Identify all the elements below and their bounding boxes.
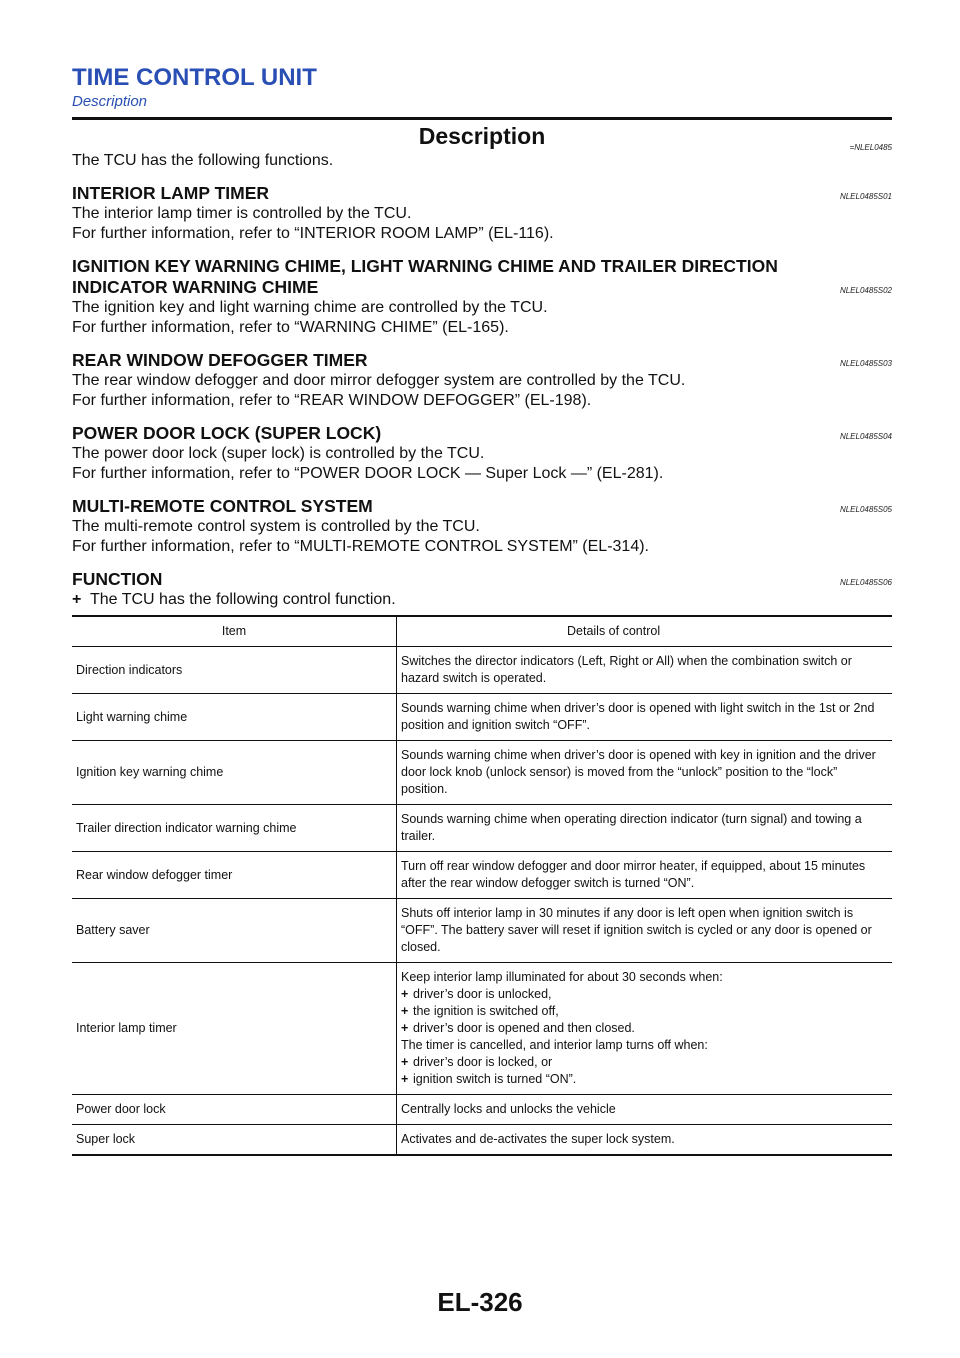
details-cell — [397, 899, 893, 963]
detail-line — [401, 747, 884, 798]
details-cell — [397, 694, 893, 741]
detail-line — [401, 858, 884, 892]
item-cell: Ignition key warning chime — [72, 741, 397, 805]
subsection-heading-row — [72, 256, 892, 298]
subsection — [72, 183, 892, 244]
subsection-heading-row — [72, 350, 892, 371]
detail-text: Activates and de-activates the super lock system. — [401, 1132, 675, 1146]
detail-line — [401, 905, 884, 956]
subsection-heading-row — [72, 423, 892, 444]
details-cell — [397, 741, 893, 805]
details-cell — [397, 963, 893, 1095]
subsection-heading: MULTI-REMOTE CONTROL SYSTEM — [72, 496, 373, 516]
item-cell: Trailer direction indicator warning chime — [72, 805, 397, 852]
control-function-table — [72, 615, 892, 1156]
detail-line — [401, 1131, 884, 1148]
subsection-text: The interior lamp timer is controlled by the TCU. — [72, 205, 412, 222]
running-title: TIME CONTROL UNIT — [72, 64, 317, 91]
item-cell: Super lock — [76, 1132, 136, 1146]
intro-text: The TCU has the following functions. — [72, 152, 334, 169]
detail-line — [401, 1101, 884, 1118]
detail-text: Shuts off interior lamp in 30 minutes if any door is left open when ignition switch is “OFF”. The battery saver will reset if ignition switch is cycled or any door is opened or closed. — [401, 906, 872, 954]
main-ref-code: =NLEL0485 — [849, 143, 892, 152]
detail-text: the ignition is switched off, — [413, 1004, 559, 1018]
subsection-heading-row — [72, 496, 892, 517]
subsection-text: For further information, refer to “MULTI-REMOTE CONTROL SYSTEM” (EL-314). — [72, 538, 649, 555]
subsection-text: The rear window defogger and door mirror defogger system are controlled by the TCU. — [72, 372, 686, 389]
subsection-ref-code: NLEL0485S04 — [839, 432, 892, 441]
page-header — [72, 64, 892, 112]
detail-text: Sounds warning chime when operating direction indicator (turn signal) and towing a trailer. — [401, 812, 862, 843]
detail-line — [401, 986, 884, 1003]
detail-line — [401, 1071, 884, 1088]
detail-text: Keep interior lamp illuminated for about 30 seconds when: — [401, 970, 723, 984]
subsection-heading: REAR WINDOW DEFOGGER TIMER — [72, 350, 368, 370]
detail-text: ignition switch is turned “ON”. — [413, 1072, 577, 1086]
subsection-ref-code: NLEL0485S03 — [839, 359, 892, 368]
detail-text: Centrally locks and unlocks the vehicle — [401, 1102, 616, 1116]
function-heading: FUNCTION — [72, 569, 163, 589]
page-number: EL-326 — [437, 1287, 523, 1317]
table-body — [72, 647, 892, 1156]
bullet-mark: + — [401, 987, 409, 1001]
main-title: Description — [418, 123, 546, 149]
subsection-ref-code: NLEL0485S02 — [839, 286, 892, 295]
detail-text: Sounds warning chime when driver’s door is opened with key in ignition and the driver door lock knob (unlock sensor) is moved from the “unlock” position to the “lock” position. — [401, 748, 876, 796]
item-cell: Power door lock — [72, 1095, 397, 1125]
table-row — [72, 899, 892, 963]
bullet-mark: + — [401, 1021, 409, 1035]
function-heading-row — [72, 569, 892, 590]
details-cell — [397, 1095, 893, 1125]
detail-line — [401, 1020, 884, 1037]
detail-text: Turn off rear window defogger and door mirror heater, if equipped, about 15 minutes after the rear window defogger switch is turned “ON”. — [401, 859, 866, 890]
header-item: Item — [72, 616, 397, 647]
subsection — [72, 350, 892, 411]
table-row — [72, 852, 892, 899]
subsection — [72, 423, 892, 484]
bullet-mark: + — [401, 1004, 409, 1018]
details-cell — [397, 852, 893, 899]
subsection-ref-code: NLEL0485S05 — [839, 505, 892, 514]
item-cell: Rear window defogger timer — [72, 852, 397, 899]
item-cell: Interior lamp timer — [72, 963, 397, 1095]
detail-line — [401, 653, 884, 687]
detail-line — [401, 1003, 884, 1020]
function-ref-code: NLEL0485S06 — [839, 578, 892, 587]
subsection-text: The power door lock (super lock) is controlled by the TCU. — [72, 445, 485, 462]
table-row — [72, 694, 892, 741]
detail-line — [401, 1037, 884, 1054]
subsection-text: For further information, refer to “POWER DOOR LOCK — Super Lock —” (EL-281). — [72, 465, 664, 482]
detail-text: Sounds warning chime when driver’s door is opened with light switch in the 1st or 2nd position and ignition switch “OFF”. — [401, 701, 875, 732]
main-title-row — [72, 121, 892, 151]
table-row — [72, 1095, 892, 1125]
function-section — [72, 569, 892, 610]
table-row — [72, 647, 892, 694]
detail-line — [401, 811, 884, 845]
subsection-heading: INTERIOR LAMP TIMER — [72, 183, 270, 203]
detail-text: The timer is cancelled, and interior lamp turns off when: — [401, 1038, 708, 1052]
details-cell — [397, 647, 893, 694]
sections — [72, 183, 892, 557]
detail-line — [401, 1054, 884, 1071]
function-bullet — [72, 590, 892, 610]
details-cell — [397, 805, 893, 852]
table-row — [72, 1125, 892, 1156]
detail-text: driver’s door is unlocked, — [413, 987, 552, 1001]
header-rule — [72, 117, 892, 120]
bullet-mark: + — [401, 1072, 409, 1086]
running-subtitle: Description — [72, 93, 148, 110]
subsection-text: The ignition key and light warning chime are controlled by the TCU. — [72, 299, 548, 316]
detail-text: Switches the director indicators (Left, Right or All) when the combination switch or hazard switch is operated. — [401, 654, 852, 685]
subsection-heading: POWER DOOR LOCK (SUPER LOCK) — [72, 423, 382, 443]
table-header-row — [72, 616, 892, 647]
item-cell: Direction indicators — [72, 647, 397, 694]
header-details: Details of control — [397, 616, 893, 647]
subsection — [72, 256, 892, 338]
item-cell: Light warning chime — [72, 694, 397, 741]
detail-text: driver’s door is opened and then closed. — [413, 1021, 635, 1035]
table-row — [72, 805, 892, 852]
details-cell — [397, 1125, 893, 1156]
subsection-heading: IGNITION KEY WARNING CHIME, LIGHT WARNING CHIME AND TRAILER DIRECTION INDICATOR WARNING CHIME — [72, 256, 778, 297]
subsection-text: For further information, refer to “INTERIOR ROOM LAMP” (EL-116). — [72, 225, 554, 242]
subsection — [72, 496, 892, 557]
subsection-heading-row — [72, 183, 892, 204]
detail-text: driver’s door is locked, or — [413, 1055, 553, 1069]
detail-line — [401, 700, 884, 734]
bullet-mark: + — [401, 1055, 409, 1069]
subsection-text: For further information, refer to “REAR WINDOW DEFOGGER” (EL-198). — [72, 392, 592, 409]
table-row — [72, 963, 892, 1095]
bullet-mark: + — [72, 591, 82, 608]
function-bullet-text: The TCU has the following control function. — [90, 591, 396, 608]
detail-line — [401, 969, 884, 986]
subsection-text: The multi-remote control system is controlled by the TCU. — [72, 518, 480, 535]
item-cell: Battery saver — [72, 899, 397, 963]
subsection-ref-code: NLEL0485S01 — [839, 192, 892, 201]
subsection-text: For further information, refer to “WARNING CHIME” (EL-165). — [72, 319, 509, 336]
page-content — [72, 121, 892, 1156]
table-row — [72, 741, 892, 805]
